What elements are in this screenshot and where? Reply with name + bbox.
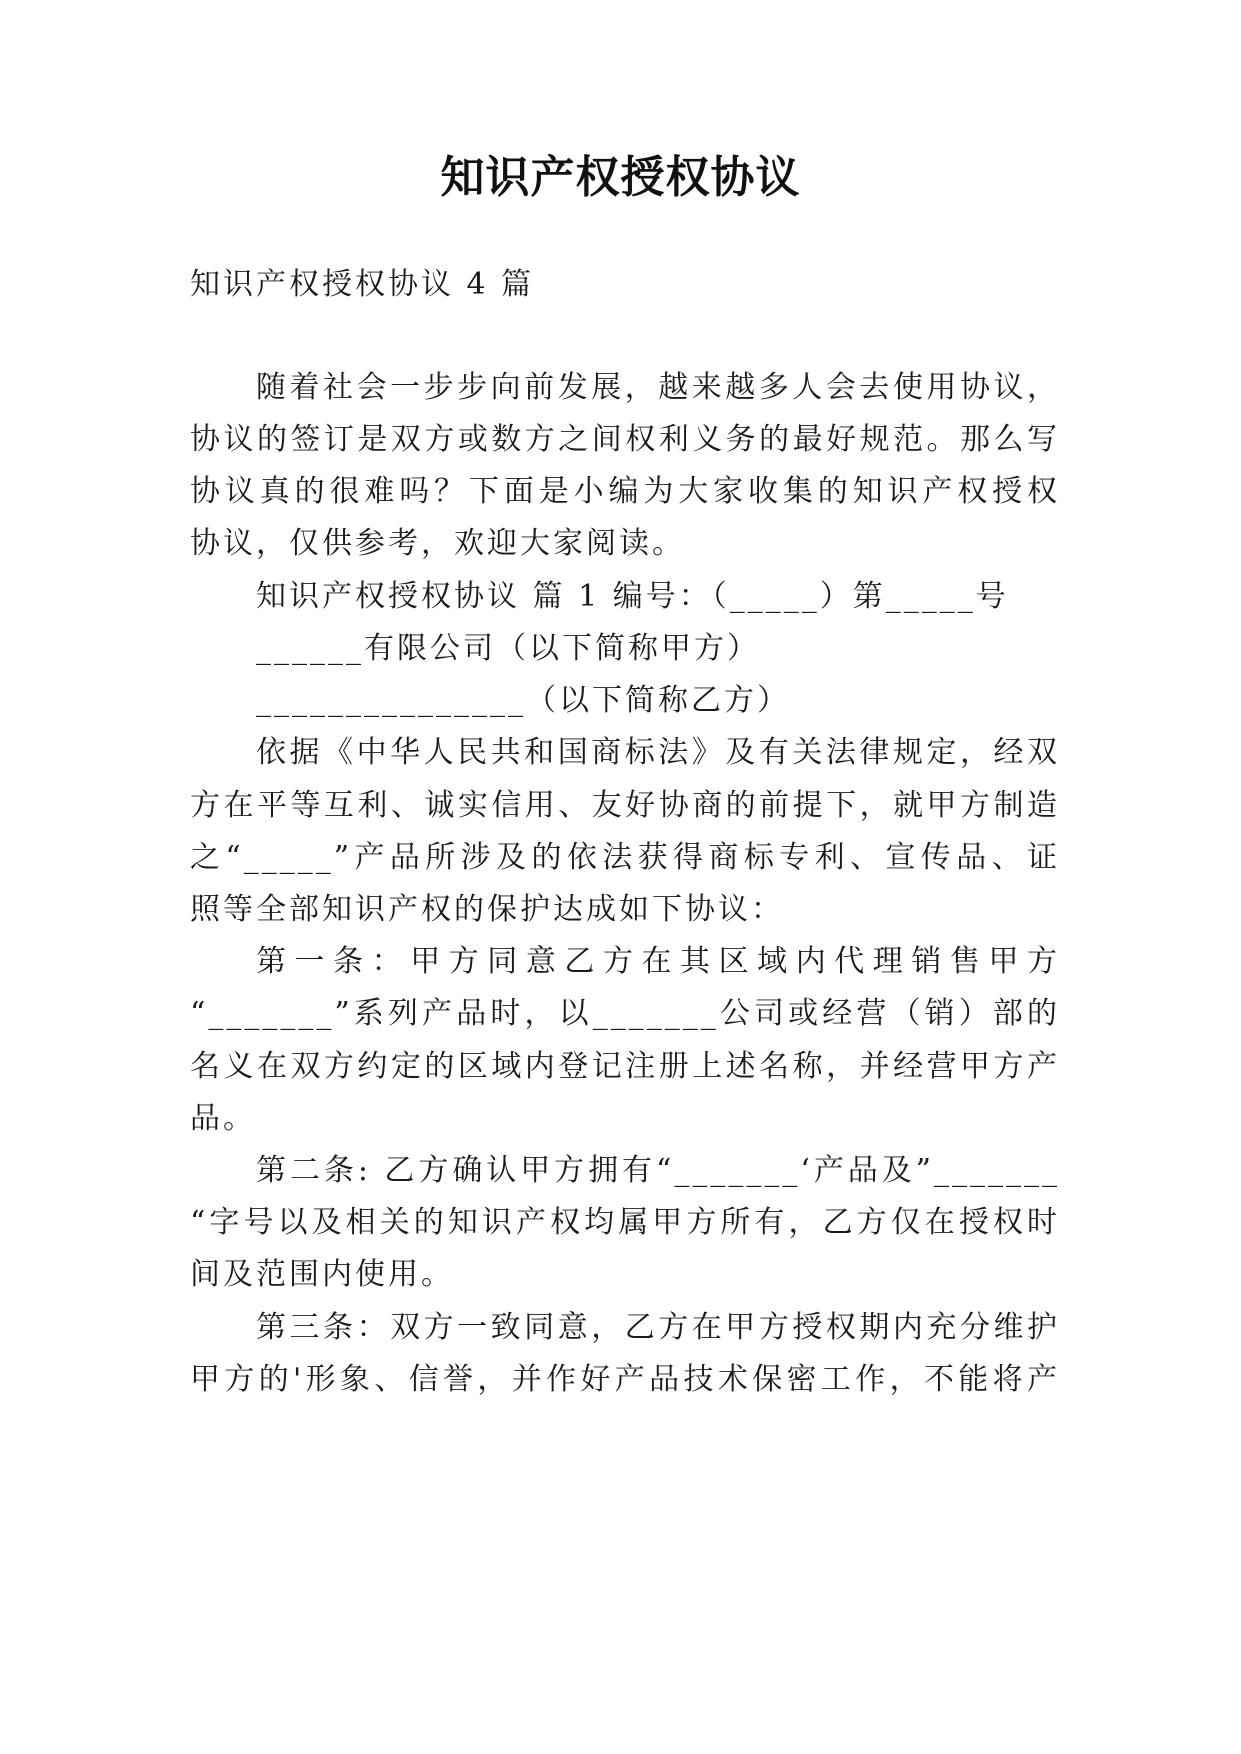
paragraph-line: 随着社会一步步向前发展，越来越多人会去使用协议， <box>256 370 1060 405</box>
party-a-line: ______有限公司（以下简称甲方） <box>256 631 760 666</box>
paragraph-line: 之“_____”产品所涉及的依法获得商标专利、宣传品、证 <box>190 840 1060 875</box>
article-1-line: “_______”系列产品时，以_______公司或经营（销）部的 <box>190 996 1060 1031</box>
paragraph-line: 协议真的很难吗？下面是小编为大家收集的知识产权授权 <box>190 474 1060 509</box>
article-1-line: 名义在双方约定的区域内登记注册上述名称，并经营甲方产 <box>190 1049 1060 1084</box>
article-3-line: 第三条：双方一致同意，乙方在甲方授权期内充分维护 <box>256 1310 1060 1345</box>
party-b-line: _______________（以下简称乙方） <box>256 683 790 718</box>
article-3-line: 甲方的'形象、信誉，并作好产品技术保密工作，不能将产 <box>190 1362 1060 1397</box>
document-title: 知识产权授权协议 <box>440 152 801 203</box>
paragraph-line: 方在平等互利、诚实信用、友好协商的前提下，就甲方制造 <box>190 788 1060 823</box>
article-1-line: 品。 <box>190 1101 256 1136</box>
paragraph-line: 照等全部知识产权的保护达成如下协议： <box>190 892 784 927</box>
section-heading-line: 知识产权授权协议 篇 1 编号：（_____）第_____号 <box>256 579 1009 614</box>
paragraph-line: 协议，仅供参考，欢迎大家阅读。 <box>190 526 685 561</box>
article-1-line: 第一条：甲方同意乙方在其区域内代理销售甲方 <box>256 944 1060 979</box>
article-2-line: 第二条: 乙方确认甲方拥有“_______‘产品及”_______ <box>256 1153 1060 1188</box>
article-2-line: 间及范围内使用。 <box>190 1257 454 1292</box>
paragraph-line: 依据《中华人民共和国商标法》及有关法律规定，经双 <box>256 735 1060 770</box>
paragraph-line: 协议的签订是双方或数方之间权利义务的最好规范。那么写 <box>190 422 1060 457</box>
article-2-line: “字号以及相关的知识产权均属甲方所有，乙方仅在授权时 <box>190 1205 1060 1240</box>
document-subtitle: 知识产权授权协议 4 篇 <box>190 267 535 302</box>
